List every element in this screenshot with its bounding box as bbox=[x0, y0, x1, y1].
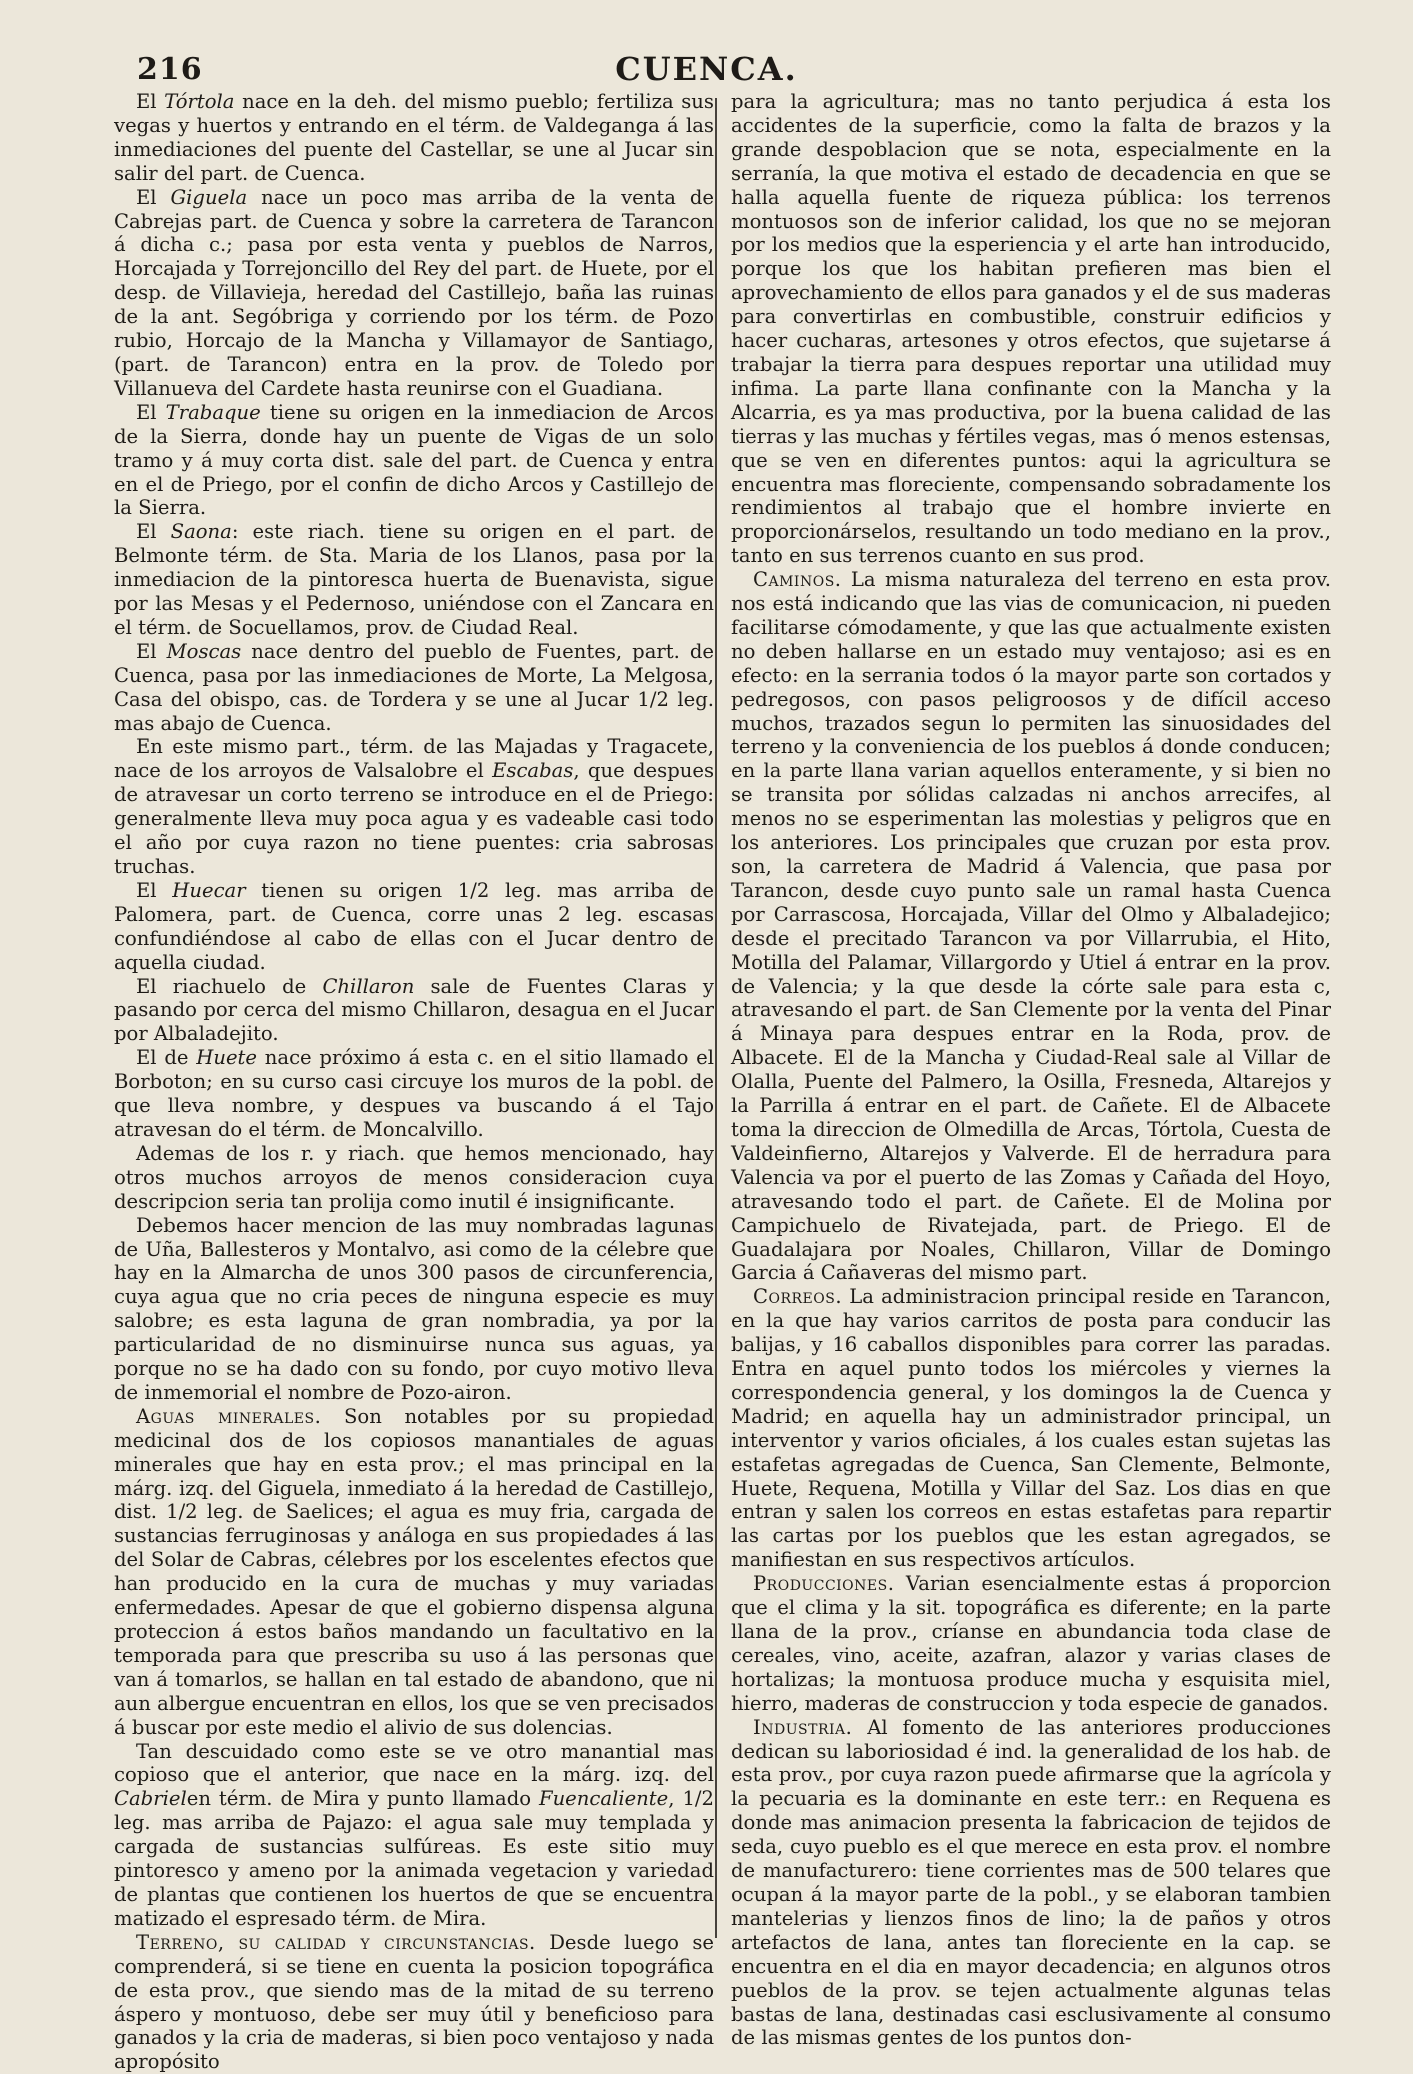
right-column bbox=[731, 90, 1332, 2050]
river-name: Huecar bbox=[172, 878, 246, 902]
river-name: Moscas bbox=[166, 639, 242, 663]
paragraph-terrain: Terreno, su calidad y circunstancias. Desde luego se comprenderá, si se tiene en cuenta la posicion topográfica de esta prov., que siendo mas de la mitad de su terreno áspero y montuoso, debe ser muy útil y beneficioso para ganados y la cria de maderas, si bien poco ventajoso y nada apropósito bbox=[114, 1930, 714, 2074]
paragraph-tortola: El Tórtola nace en la deh. del mismo pueblo; fertiliza sus vegas y huertos y entrando en el térm. de Valdeganga á las inmediaciones del puente del Castellar, se une al Jucar sin salir del part. de Cuenca. bbox=[114, 90, 714, 185]
paragraph-roads: Caminos. La misma naturaleza del terreno en esta prov. nos está indicando que las vias de comunicacion, ni pueden facilitarse cómodamente, y que las que actualmente existen no deben hallarse en un estado muy ventajoso; asi es en efecto: en la serrania todos ó la mayor parte son cortados y pedregosos, con pasos peligroosos y de difícil acceso muchos, trazados segun lo permiten las sinuosidades del terreno y la conveniencia de los pueblos á donde conducen; en la parte llana varian aquellos enteramente, y si bien no se transita por sólidas calzadas ni anchos arrecifes, al menos no se esperimentan las molestias y peligros que en los anteriores. Los principales que cruzan por esta prov. son, la carretera de Madrid á Valencia, que pasa por Tarancon, desde cuyo punto sale un ramal hasta Cuenca por Carrascosa, Horcajada, Villar del Olmo y Albaladejico; desde el precitado Tarancon va por Villarrubia, el Hito, Motilla del Palamar, Villargordo y Utiel á entrar en la prov. de Valencia; y la que desde la córte sale para esta c, atravesando el part. de San Clemente por la venta del Pinar á Minaya para despues entrar en la Roda, prov. de Albacete. El de la Mancha y Ciudad-Real sale al Villar de Olalla, Puente del Palmero, la Osilla, Fresneda, Altarejos y la Parrilla á entrar en el part. de Cañete. El de Albacete toma la direccion de Olmedilla de Arcas, Tórtola, Cuesta de Valdeinfierno, Altarejos y Valverde. El de herradura para Valencia va por el puerto de las Zomas y Cañada del Hoyo, atravesando todo el part. de Cañete. El de Molina por Campichuelo de Rivatejada, part. de Priego. El de Guadalajara por Noales, Chillaron, Villar de Domingo Garcia á Cañaveras del mismo part. bbox=[731, 568, 1331, 1285]
section-heading: Producciones. bbox=[753, 1572, 895, 1596]
river-name: Escabas bbox=[492, 759, 574, 783]
river-name: Giguela bbox=[170, 185, 248, 209]
paragraph-huecar: El Huecar tienen su origen 1/2 leg. mas arriba de Palomera, part. de Cuenca, corre unas 2 leg. escasas confundiéndose al cabo de ellas con el Jucar dentro de aquella ciudad. bbox=[114, 878, 714, 974]
paragraph-escabas: En este mismo part., térm. de las Majadas y Tragacete, nace de los arroyos de Valsalobre el Escabas, que despues de atravesar un corto terreno se introduce en el de Priego: generalmente lleva muy poca agua y es vadeable casi todo el año por cuya razon no tiene puentes: cria sabrosas truchas. bbox=[114, 735, 715, 878]
left-column bbox=[114, 90, 715, 2074]
paragraph-industry: Industria. Al fomento de las anteriores producciones dedican su laboriosidad é ind. la generalidad de los hab. de esta prov., por cuya razon puede afirmarse que la agrícola y la pecuaria es la dominante en este terr.: en Requena es donde mas animacion presenta la fabricacion de tejidos de seda, cuyo pueblo es el que merece en esta prov. el nombre de manufacturero: tiene corrientes mas de 500 telares que ocupan á la mayor parte de la pobl., y se elaboran tambien mantelerias y lienzos finos de lino; la de paños y otros artefactos de lana, antes tan floreciente en la cap. se encuentra en el dia en mayor decadencia; en algunos otros pueblos de la prov. se tejen actualmente algunas telas bastas de lana, destinadas casi esclusivamente al consumo de las mismas gentes de los puntos don- bbox=[731, 1715, 1332, 2050]
paragraph-other-streams: Ademas de los r. y riach. que hemos mencionado, hay otros muchos arroyos de menos consideracion cuya descripcion seria tan prolija como inutil é insignificante. bbox=[114, 1141, 714, 1213]
paragraph-saona: El Saona: este riach. tiene su origen en el part. de Belmonte térm. de Sta. Maria de los Llanos, pasa por la inmediacion de la pintoresca huerta de Buenavista, sigue por las Mesas y el Pedernoso, uniéndose con el Zancara en el térm. de Socuellamos, prov. de Ciudad Real. bbox=[114, 520, 715, 639]
river-name: Tórtola bbox=[164, 90, 235, 113]
paragraph-trabaque: El Trabaque tiene su origen en la inmediacion de Arcos de la Sierra, donde hay un puente de Vigas de un solo tramo y á muy corta dist. sale del part. de Cuenca y entra en el de Priego, por el confin de dicho Arcos y Castillejo de la Sierra. bbox=[114, 400, 714, 520]
river-name: Saona bbox=[170, 520, 232, 544]
page-number: 216 bbox=[137, 52, 203, 87]
section-heading: Terreno, su calidad y circunstancias. bbox=[136, 1930, 536, 1954]
river-name: Cabriel bbox=[114, 1787, 187, 1811]
column-divider bbox=[715, 98, 717, 1938]
paragraph-chillaron: El riachuelo de Chillaron sale de Fuentes Claras y pasando por cerca del mismo Chillaron, desagua en el Jucar por Albaladejito. bbox=[114, 974, 715, 1046]
section-heading: Aguas minerales. bbox=[136, 1404, 322, 1428]
section-heading: Industria. bbox=[753, 1715, 853, 1739]
section-heading: Caminos. bbox=[753, 568, 842, 592]
paragraph-post: Correos. La administracion principal reside en Tarancon, en la que hay varios carritos de posta para conducir las balijas, y 16 caballos disponibles para correr las paradas. Entra en aquel punto todos los miércoles y viernes la correspondencia general, y los domingos la de Cuenca y Madrid; en aquella hay un administrador principal, un interventor y varios oficiales, á los cuales estan sujetas las estafetas agregadas de Cuenca, San Clemente, Belmonte, Huete, Requena, Motilla y Villar del Saz. Los dias en que entran y salen los correos en estas estafetas para repartir las cartas por los pueblos que les estan agregados, se manifiestan en sus respectivos artículos. bbox=[731, 1285, 1331, 1572]
paragraph-lagoons: Debemos hacer mencion de las muy nombradas lagunas de Uña, Ballesteros y Montalvo, asi como de la célebre que hay en la Almarcha de unos 300 pasos de circunferencia, cuya agua que no cria peces de ninguna especie es muy salobre; es esta laguna de gran nombradia, ya por la particularidad de no disminuirse nunca sus aguas, ya porque no se ha dado con su fondo, por cuyo motivo lleva de inmemorial el nombre de Pozo-airon. bbox=[114, 1213, 714, 1404]
paragraph-huete: El de Huete nace próximo á esta c. en el sitio llamado el Borboton; en su curso casi circuye los muros de la pobl. de que lleva nombre, y despues va buscando á el Tajo atravesan do el térm. de Moncalvillo. bbox=[114, 1046, 714, 1141]
paragraph-cabriel-spring: Tan descuidado como este se ve otro manantial mas copioso que el anterior, que nace en la márg. izq. del Cabrielen térm. de Mira y punto llamado Fuencaliente, 1/2 leg. mas arriba de Pajazo: el agua sale muy templada y cargada de sustancias sulfúreas. Es este sitio muy pintoresco y ameno por la animada vegetacion y variedad de plantas que contienen los huertos de que se encuentra matizado el espresado térm. de Mira. bbox=[114, 1739, 714, 1930]
river-name: Huete bbox=[196, 1046, 258, 1070]
running-title: CUENCA. bbox=[615, 50, 798, 88]
paragraph-productions: Producciones. Varian esencialmente estas á proporcion que el clima y la sit. topográfica es diferente; en la parte llana de la prov., críanse en abundancia toda clase de cereales, vino, aceite, azafran, alazor y varias clases de hortalizas; la montuosa produce mucha y esquisita miel, hierro, maderas de construccion y toda especie de ganados. bbox=[731, 1572, 1331, 1715]
paragraph-mineral-waters: Aguas minerales. Son notables por su propiedad medicinal dos de los copiosos manantiales de aguas minerales que hay en esta prov.; el mas principal en la márg. izq. del Giguela, inmediato á la heredad de Castillejo, dist. 1/2 leg. de Saelices; el agua es muy fria, cargada de sustancias ferruginosas y análoga en sus propiedades á las del Solar de Cabras, célebres por los escelentes efectos que han producido en la cura de muchas y muy variadas enfermedades. Apesar de que el gobierno dispensa alguna proteccion á estos baños mandando un facultativo en la temporada para que prescriba su uso á las personas que van á tomarlos, se hallan en tal estado de abandono, que ni aun albergue encuentran en ellos, los que se ven precisados á buscar por este medio el alivio de sus dolencias. bbox=[114, 1404, 714, 1739]
paragraph-agriculture-cont: para la agricultura; mas no tanto perjudica á esta los accidentes de la superficie, como la falta de brazos y la grande despoblacion que se nota, especialmente en la serranía, la que motiva el estado de decadencia en que se halla aquella fuente de riqueza pública: los terrenos montuosos son de inferior calidad, los que no se mejoran por los medios que la esperiencia y el arte han introducido, porque los que los habitan prefieren mas bien el aprovechamiento de ellos para ganados y el de sus maderas para convertirlas en combustible, construir edificios y hacer cucharas, artesones y otros efectos, que sujetarse á trabajar la tierra para despues reportar una utilidad muy infima. La parte llana confinante con la Mancha y la Alcarria, es ya mas productiva, por la buena calidad de las tierras y las muchas y fértiles vegas, mas ó menos estensas, que se ven en diferentes puntos: aqui la agricultura se encuentra mas floreciente, compensando sobradamente los rendimientos al trabajo que el hombre invierte en proporcionárselos, resultando un todo mediano en la prov., tanto en sus terrenos cuanto en sus prod. bbox=[731, 90, 1331, 568]
section-heading: Correos. bbox=[753, 1285, 843, 1309]
paragraph-giguela: El Giguela nace un poco mas arriba de la venta de Cabrejas part. de Cuenca y sobre la carretera de Tarancon á dicha c.; pasa por esta venta y pueblos de Narros, Horcajada y Torrejoncillo del Rey del part. de Huete, por el desp. de Villavieja, heredad del Castillejo, baña las ruinas de la ant. Segóbriga y corriendo por los térm. de Pozo rubio, Horcajo de la Mancha y Villamayor de Santiago, (part. de Tarancon) entra en la prov. de Toledo por Villanueva del Cardete hasta reunirse con el Guadiana. bbox=[114, 185, 714, 400]
paragraph-moscas: El Moscas nace dentro del pueblo de Fuentes, part. de Cuenca, pasa por las inmediaciones de Morte, La Melgosa, Casa del obispo, cas. de Tordera y se une al Jucar 1/2 leg. mas abajo de Cuenca. bbox=[114, 639, 715, 735]
river-name: Trabaque bbox=[165, 400, 261, 424]
river-name: Chillaron bbox=[322, 974, 415, 998]
place-name: Fuencaliente bbox=[538, 1787, 669, 1811]
